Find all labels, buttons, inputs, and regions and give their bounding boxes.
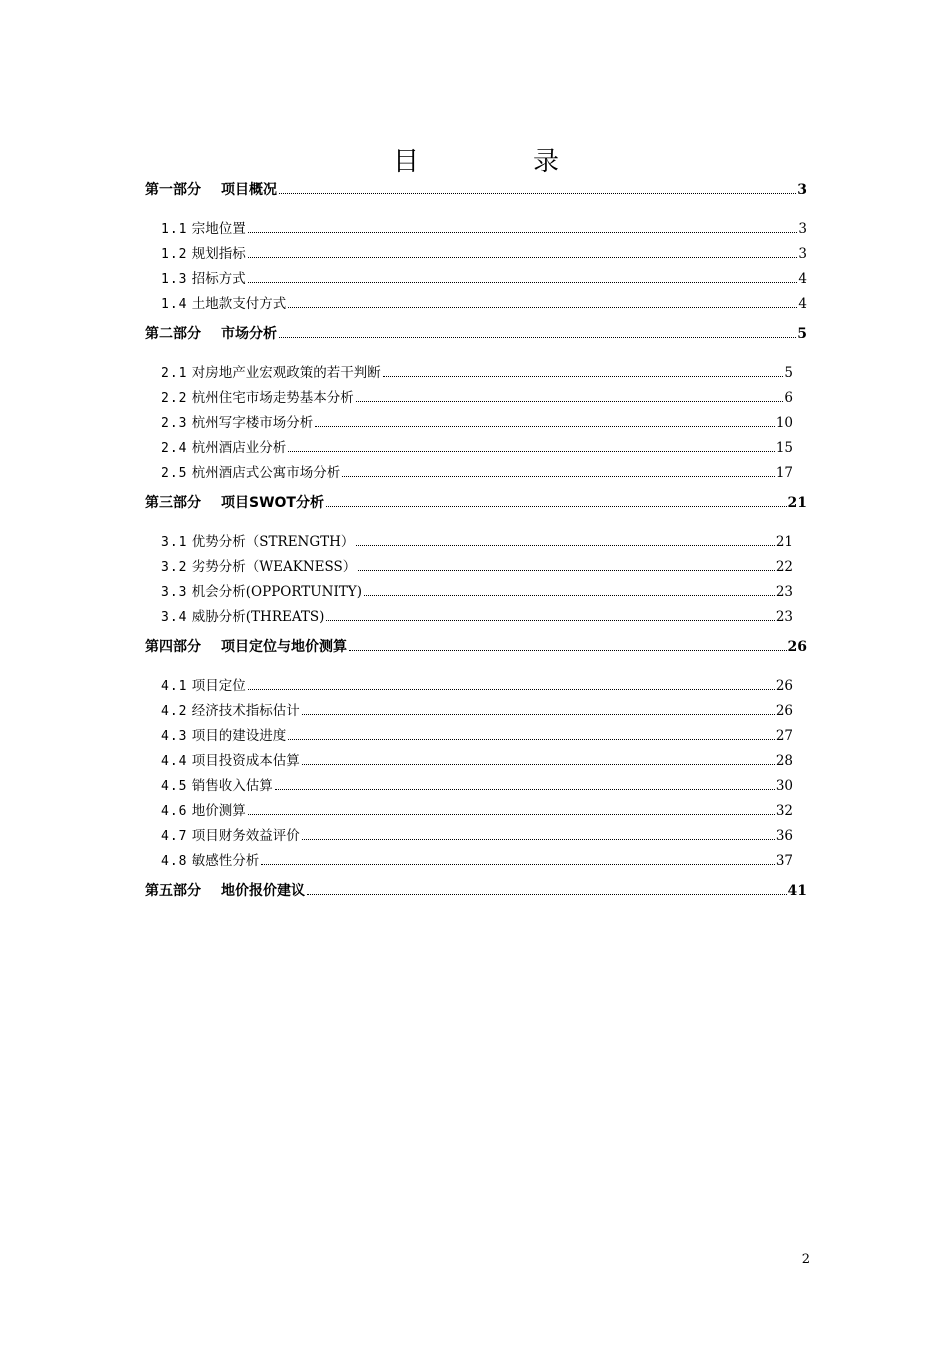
toc-page-number: 32 <box>775 802 793 819</box>
toc-item-label <box>161 464 341 481</box>
toc-item-number: 2.4 <box>161 440 188 456</box>
toc-item-entry[interactable] <box>145 211 807 236</box>
toc-item-number: 2.3 <box>161 415 188 431</box>
toc-item-entry[interactable] <box>145 718 793 743</box>
toc-item-entry[interactable] <box>145 430 793 455</box>
toc-item-title: 敏感性分析 <box>191 852 260 869</box>
toc-item-entry[interactable] <box>145 380 793 405</box>
toc-item-number: 4.3 <box>161 728 188 744</box>
toc-page-number: 23 <box>775 583 793 600</box>
toc-item-title: 土地款支付方式 <box>191 295 287 312</box>
toc-item-label <box>161 727 287 744</box>
toc-item-title: 经济技术指标估计 <box>191 702 300 719</box>
toc-leader-dots <box>248 231 798 233</box>
toc-item-label <box>161 677 246 694</box>
toc-part-entry[interactable] <box>145 878 807 898</box>
toc-leader-dots <box>307 893 787 895</box>
toc-item-title: 项目的建设进度 <box>191 727 287 744</box>
toc-part-entry[interactable] <box>145 490 807 510</box>
toc-item-entry[interactable] <box>145 768 793 793</box>
toc-item-number: 3.1 <box>161 534 188 550</box>
toc-leader-dots <box>288 306 797 308</box>
toc-leader-dots <box>342 475 775 477</box>
page-title: 目 录 <box>392 147 603 178</box>
toc-leader-dots <box>326 505 787 507</box>
toc-item-entry[interactable] <box>145 693 793 718</box>
toc-part-number: 第四部分 <box>145 639 201 655</box>
toc-page-number: 5 <box>797 326 807 342</box>
toc-page-number: 4 <box>798 270 807 287</box>
toc-item-label <box>161 364 381 381</box>
toc-part-number: 第一部分 <box>145 182 201 198</box>
toc-page-number: 22 <box>775 558 793 575</box>
toc-item-number: 1.3 <box>161 271 188 287</box>
toc-page-number: 27 <box>775 727 793 744</box>
toc-item-title: 杭州酒店式公寓市场分析 <box>191 464 341 481</box>
toc-item-title: 宗地位置 <box>191 220 246 237</box>
toc-part-number: 第五部分 <box>145 883 201 899</box>
toc-leader-dots <box>288 738 775 740</box>
toc-page-number: 10 <box>775 414 793 431</box>
toc-item-title: 项目财务效益评价 <box>191 827 300 844</box>
toc-item-label <box>161 220 246 237</box>
toc-item-number: 2.2 <box>161 390 188 406</box>
toc-item-entry[interactable] <box>145 818 793 843</box>
toc-item-entry[interactable] <box>145 549 793 574</box>
toc-part-entry[interactable] <box>145 177 807 197</box>
toc-leader-dots <box>275 788 775 790</box>
toc-leader-dots <box>288 450 775 452</box>
toc-item-title: 项目定位 <box>191 677 246 694</box>
toc-leader-dots <box>326 619 774 621</box>
toc-item-number: 3.3 <box>161 584 188 600</box>
toc-item-number: 1.4 <box>161 296 188 312</box>
toc-page-number: 26 <box>775 677 793 694</box>
toc-item-number: 4.1 <box>161 678 188 694</box>
toc-leader-dots <box>383 375 784 377</box>
toc-part-label <box>145 640 347 654</box>
toc-leader-dots <box>302 838 775 840</box>
toc-item-label <box>161 439 287 456</box>
toc-item-title: 机会分析(OPPORTUNITY) <box>191 583 362 600</box>
toc-leader-dots <box>279 336 796 338</box>
toc-part-title: 市场分析 <box>221 326 277 342</box>
toc-part-entry[interactable] <box>145 321 807 341</box>
toc-part-number: 第二部分 <box>145 326 201 342</box>
toc-item-number: 2.1 <box>161 365 188 381</box>
toc-leader-dots <box>302 713 775 715</box>
toc-item-title: 劣势分析（WEAKNESS） <box>191 558 357 575</box>
toc-leader-dots <box>302 763 775 765</box>
toc-page-number: 4 <box>798 295 807 312</box>
toc-item-title: 优势分析（STRENGTH） <box>191 533 355 550</box>
toc-page-number: 37 <box>775 852 793 869</box>
toc-item-label <box>161 802 246 819</box>
toc-item-entry[interactable] <box>145 668 793 693</box>
toc-part-label <box>145 884 305 898</box>
toc-page-number: 3 <box>797 182 807 198</box>
toc-part-entry[interactable] <box>145 634 807 654</box>
toc-item-label <box>161 777 273 794</box>
toc-part-label <box>145 327 277 341</box>
toc-item-number: 4.7 <box>161 828 188 844</box>
toc-item-label <box>161 533 355 550</box>
toc-item-title: 杭州写字楼市场分析 <box>191 414 314 431</box>
toc-part-title: 地价报价建议 <box>221 883 305 899</box>
toc-page-number: 15 <box>775 439 793 456</box>
toc-item-label <box>161 558 357 575</box>
toc-item-entry[interactable] <box>145 261 807 286</box>
toc-item-entry[interactable] <box>145 286 807 311</box>
toc-item-number: 4.6 <box>161 803 188 819</box>
toc-item-entry[interactable] <box>145 524 793 549</box>
toc-item-title: 威胁分析(THREATS) <box>191 608 325 625</box>
toc-item-title: 对房地产业宏观政策的若干判断 <box>191 364 381 381</box>
toc-page-number: 28 <box>775 752 793 769</box>
toc-item-number: 4.2 <box>161 703 188 719</box>
toc-page-number: 6 <box>784 389 793 406</box>
toc-item-number: 2.5 <box>161 465 188 481</box>
toc-item-label <box>161 245 246 262</box>
toc-item-title: 杭州住宅市场走势基本分析 <box>191 389 354 406</box>
toc-leader-dots <box>356 400 784 402</box>
toc-leader-dots <box>358 569 775 571</box>
toc-item-number: 4.8 <box>161 853 188 869</box>
toc-item-entry[interactable] <box>145 843 793 868</box>
toc-leader-dots <box>248 688 775 690</box>
toc-page-number: 17 <box>775 464 793 481</box>
toc-leader-dots <box>248 256 798 258</box>
toc-part-number: 第三部分 <box>145 495 201 511</box>
toc-item-entry[interactable] <box>145 236 807 261</box>
toc-item-title: 销售收入估算 <box>191 777 273 794</box>
toc-page-number: 21 <box>787 495 807 511</box>
toc-part-title: 项目SWOT分析 <box>221 495 324 511</box>
toc-part-title: 项目定位与地价测算 <box>221 639 347 655</box>
toc-item-number: 3.4 <box>161 609 188 625</box>
toc-item-title: 地价测算 <box>191 802 246 819</box>
toc-page-number: 26 <box>787 639 807 655</box>
table-of-contents <box>145 177 807 898</box>
toc-item-entry[interactable] <box>145 743 793 768</box>
toc-leader-dots <box>261 863 775 865</box>
toc-page-number: 3 <box>798 220 807 237</box>
toc-item-title: 杭州酒店业分析 <box>191 439 287 456</box>
toc-item-label <box>161 702 300 719</box>
toc-item-number: 4.5 <box>161 778 188 794</box>
toc-page-number: 3 <box>798 245 807 262</box>
toc-leader-dots <box>364 594 775 596</box>
toc-leader-dots <box>349 649 787 651</box>
toc-item-number: 4.4 <box>161 753 188 769</box>
toc-item-label <box>161 295 287 312</box>
toc-item-label <box>161 389 354 406</box>
toc-item-label <box>161 752 300 769</box>
toc-item-label <box>161 608 325 625</box>
toc-item-entry[interactable] <box>145 793 793 818</box>
toc-item-entry[interactable] <box>145 574 793 599</box>
toc-item-label <box>161 852 260 869</box>
toc-item-number: 1.2 <box>161 246 188 262</box>
toc-leader-dots <box>248 813 775 815</box>
toc-part-title: 项目概况 <box>221 182 277 198</box>
toc-item-entry[interactable] <box>145 405 793 430</box>
toc-item-title: 规划指标 <box>191 245 246 262</box>
toc-page-number: 5 <box>784 364 793 381</box>
toc-leader-dots <box>279 192 796 194</box>
toc-part-label <box>145 183 277 197</box>
toc-item-entry[interactable] <box>145 355 793 380</box>
page-number: 2 <box>801 1252 810 1267</box>
toc-page-number: 23 <box>775 608 793 625</box>
toc-page-number: 26 <box>775 702 793 719</box>
toc-item-title: 项目投资成本估算 <box>191 752 300 769</box>
toc-item-entry[interactable] <box>145 455 793 480</box>
toc-item-label <box>161 414 314 431</box>
toc-page-number: 30 <box>775 777 793 794</box>
toc-item-label <box>161 583 362 600</box>
toc-page-number: 41 <box>787 883 807 899</box>
toc-item-title: 招标方式 <box>191 270 246 287</box>
toc-leader-dots <box>356 544 774 546</box>
toc-item-label <box>161 270 246 287</box>
toc-item-number: 1.1 <box>161 221 188 237</box>
toc-item-label <box>161 827 300 844</box>
toc-item-entry[interactable] <box>145 599 793 624</box>
toc-part-label <box>145 496 324 510</box>
toc-leader-dots <box>315 425 775 427</box>
toc-leader-dots <box>248 281 798 283</box>
toc-page-number: 36 <box>775 827 793 844</box>
toc-page-number: 21 <box>775 533 793 550</box>
toc-item-number: 3.2 <box>161 559 188 575</box>
